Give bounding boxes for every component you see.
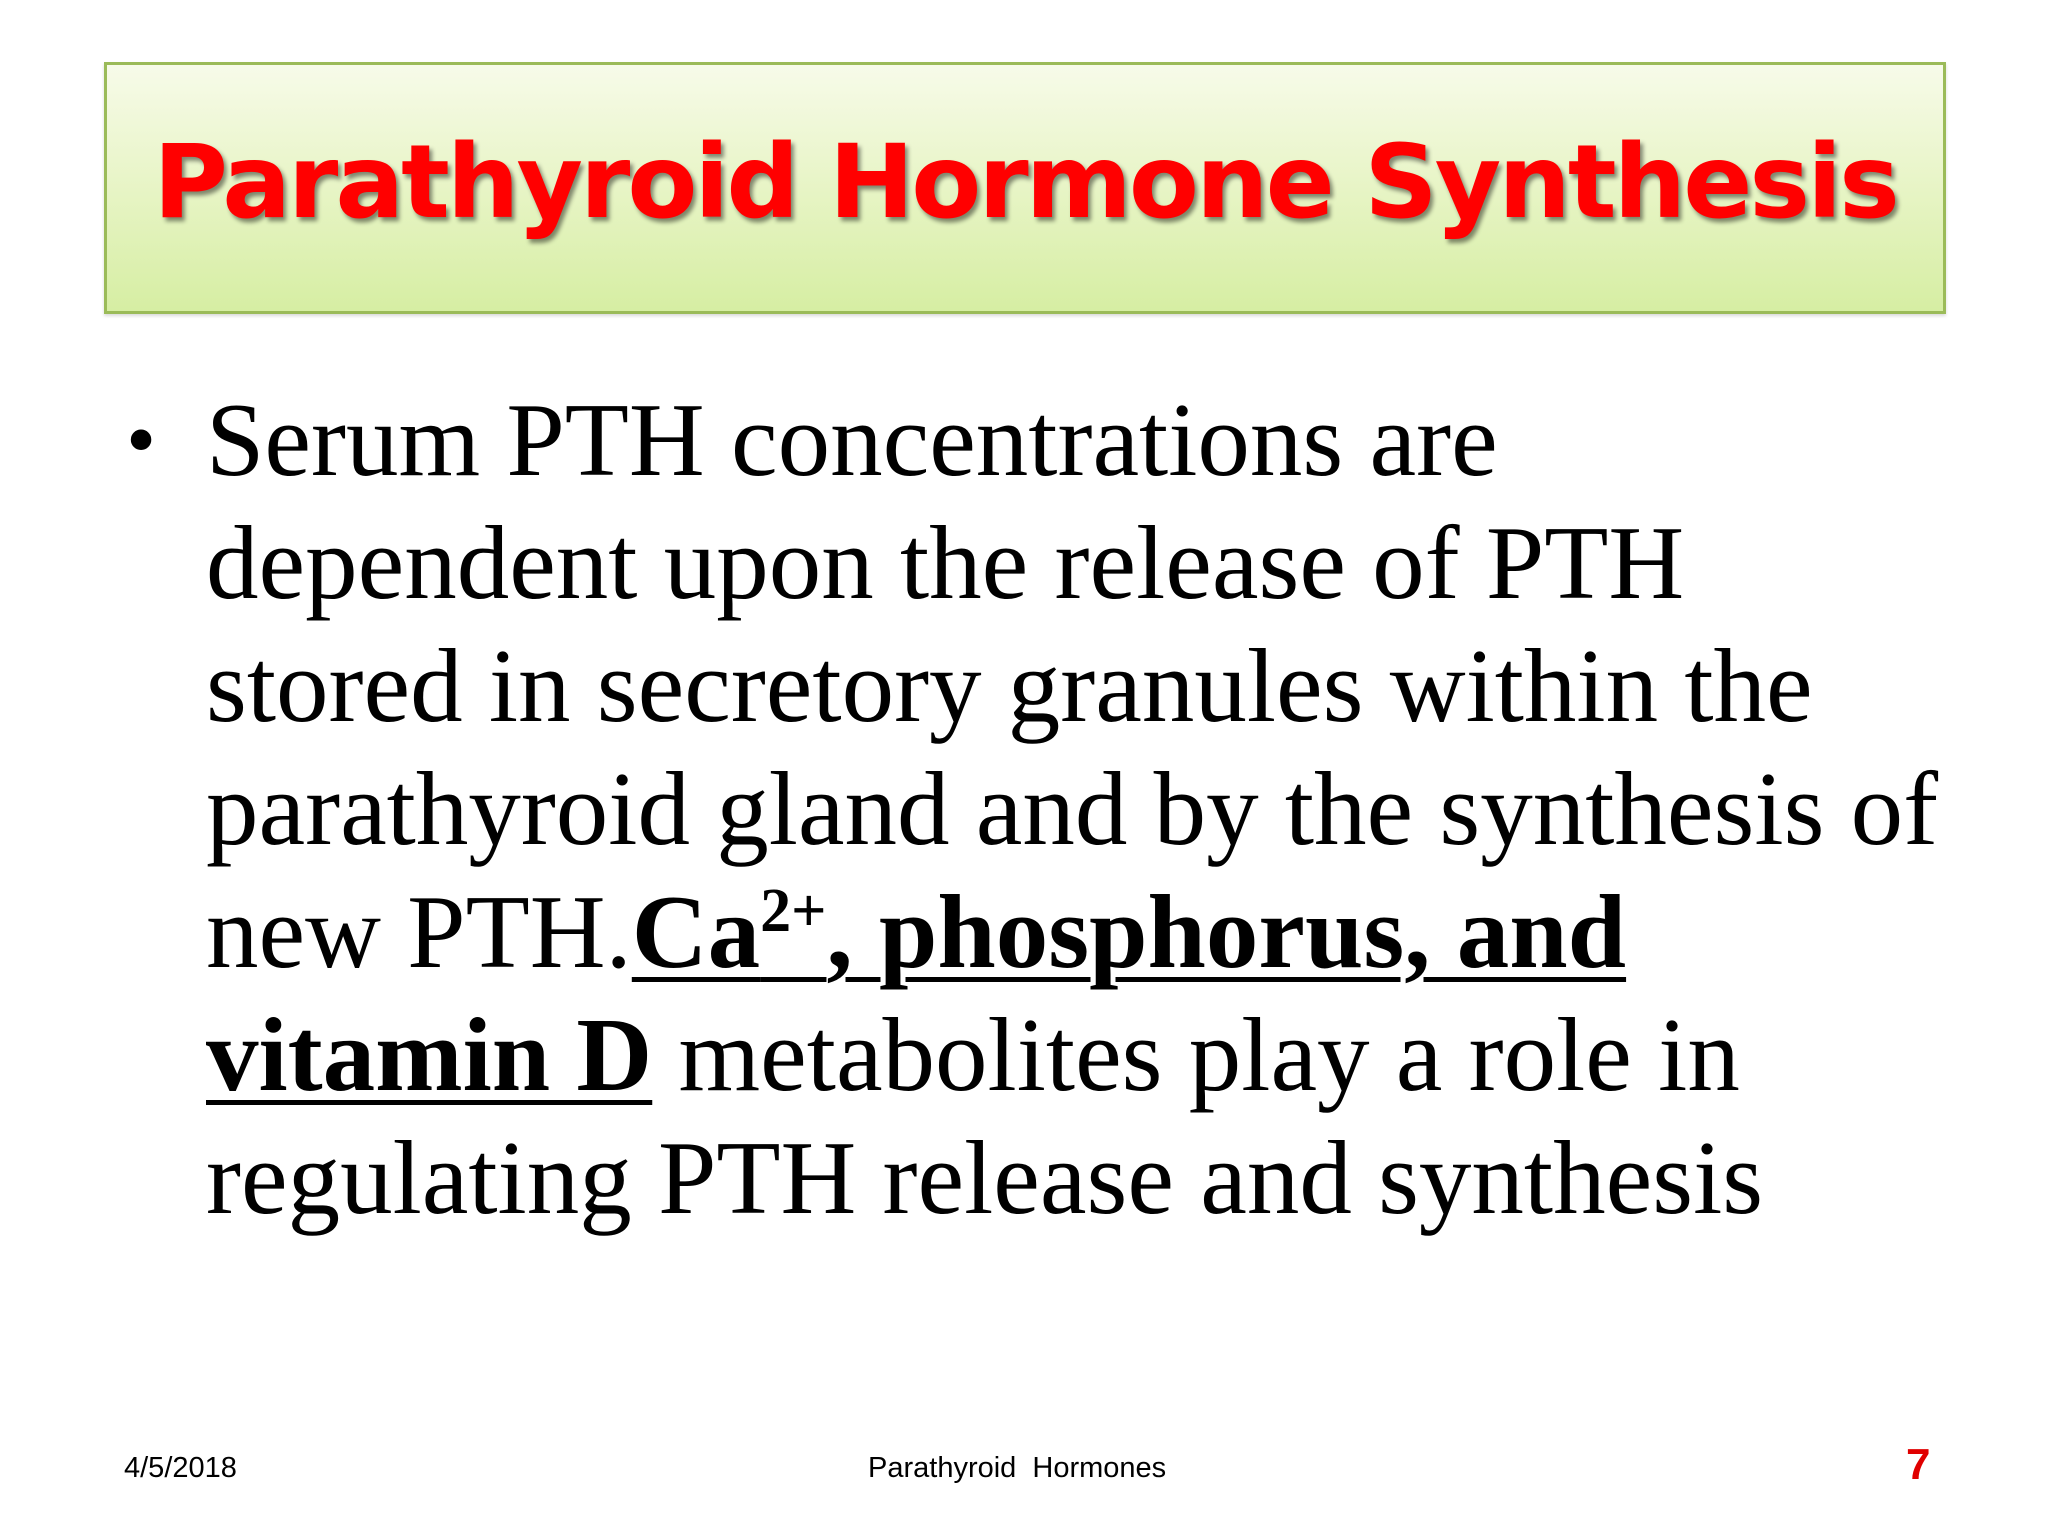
body-content xyxy=(120,378,1950,1239)
emphasis-calcium: Ca xyxy=(631,873,761,990)
emphasis-superscript: 2+ xyxy=(760,877,827,945)
bullet-paragraph xyxy=(206,378,1950,1239)
emphasis-rest: , phosphorus, and vitamin D xyxy=(206,873,1627,1113)
paragraph-text-before: Serum PTH concentrations are dependent upon the release of PTH stored in secretory granules within the parathyroid gland and by the synthesis of new PTH. xyxy=(206,381,1939,990)
bullet-item xyxy=(120,378,1950,1239)
bullet-icon: • xyxy=(126,391,157,487)
paragraph-text-after: metabolites play a role in regulating PTH release and synthesis xyxy=(206,996,1764,1236)
footer-title: Parathyroid Hormones xyxy=(868,1452,1167,1484)
page-number: 7 xyxy=(1906,1440,1931,1489)
title-banner xyxy=(104,62,1946,314)
slide-title: Parathyroid Hormone Synthesis xyxy=(153,122,1897,242)
footer-date: 4/5/2018 xyxy=(124,1452,237,1484)
